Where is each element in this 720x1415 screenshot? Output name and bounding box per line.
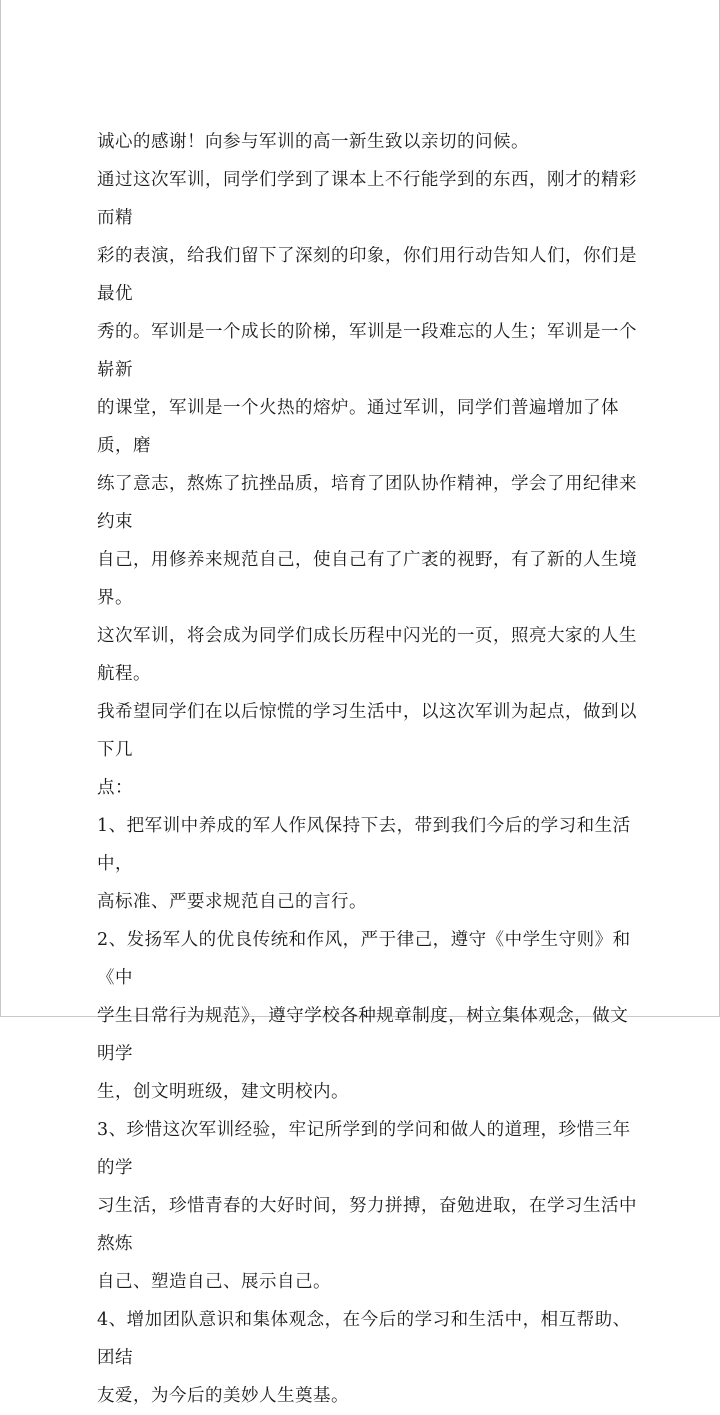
paragraph-main: 通过这次军训，同学们学到了课本上不行能学到的东西，刚才的精彩而精 彩的表演，给我们留下了深刻的印象，你们用行动告知人们，你们是最优 秀的。军训是一个成长的阶梯，军训是一段难忘的人生；军训是一个崭新 的课堂，军训是一个火热的熔炉。通过军训，同学们普遍增加了体质，磨 练了意志，熬炼了抗挫品质，培育了团队协作精神，学会了用纪律来约束 自己，用修养来规范自己，使自己有了广袤的视野，有了新的人生境界。 这次军训，将会成为同学们成长历程中闪光的一页，照亮大家的人生航程。 我希望同学们在以后惊慌的学习生活中，以这次军训为起点，做到以下几 点： [97, 170, 637, 798]
list-item-4: 4、增加团队意识和集体观念，在今后的学习和生活中，相互帮助、团结 友爱，为今后的美妙人生奠基。 [97, 1310, 631, 1406]
list-item-2: 2、发扬军人的优良传统和作风，严于律己，遵守《中学生守则》和《中 学生日常行为规范》，遵守学校各种规章制度，树立集体观念，做文明学 生，创文明班级，建文明校内。 [97, 930, 631, 1102]
list-item-1: 1、把军训中养成的军人作风保持下去，带到我们今后的学习和生活中， 高标准、严要求规范自己的言行。 [97, 816, 631, 912]
document-body [97, 123, 637, 1415]
paragraph-opening: 诚心的感谢！向参与军训的高一新生致以亲切的问候。 [97, 132, 529, 152]
list-item-3: 3、珍惜这次军训经验，牢记所学到的学问和做人的道理，珍惜三年的学 习生活，珍惜青春的大好时间，努力拼搏，奋勉进取，在学习生活中熬炼 自己、塑造自己、展示自己。 [97, 1120, 637, 1292]
